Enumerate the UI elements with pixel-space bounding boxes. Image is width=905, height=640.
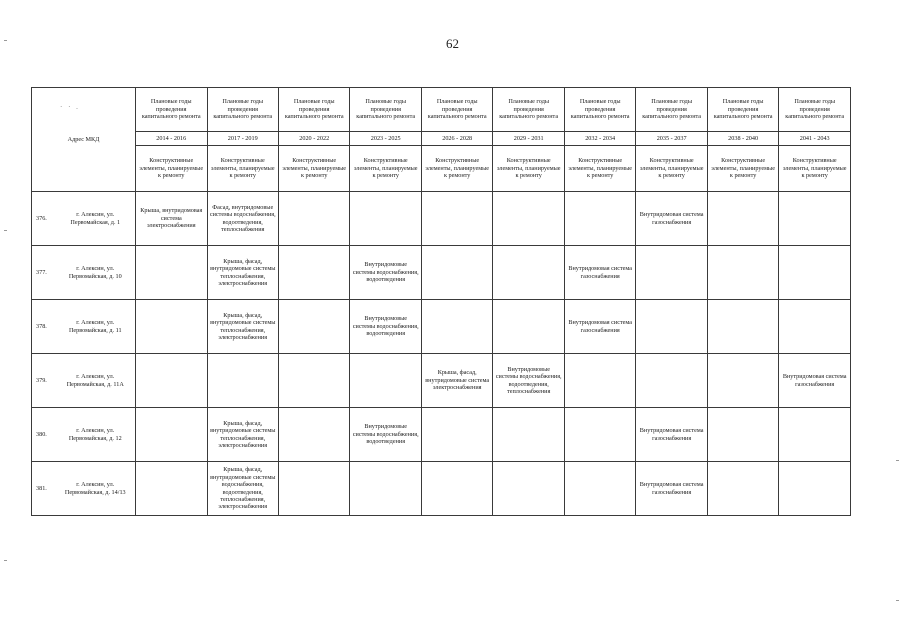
row-number: 380. <box>32 408 56 462</box>
header-address: Адрес МКД <box>32 88 136 192</box>
header-row-years <box>32 132 851 146</box>
repair-cell: Внутридомовые системы водоснабжения, водоотведения, теплоснабжения <box>493 354 564 408</box>
scan-artifact <box>4 230 7 231</box>
repair-cell <box>278 462 349 516</box>
table-row <box>32 462 851 516</box>
repair-cell <box>136 408 207 462</box>
header-elements-label: Конструктивные элементы, планируемые к ремонту <box>136 146 207 192</box>
row-address: г. Алексин, ул. Первомайская, д. 10 <box>56 246 136 300</box>
header-years-range: 2029 - 2031 <box>493 132 564 146</box>
repair-cell <box>493 408 564 462</box>
header-elements-label: Конструктивные элементы, планируемые к ремонту <box>636 146 707 192</box>
repair-cell <box>707 192 778 246</box>
scan-artifact <box>4 560 7 561</box>
scan-artifact <box>896 600 899 601</box>
repair-cell <box>493 246 564 300</box>
row-number: 379. <box>32 354 56 408</box>
header-elements-label: Конструктивные элементы, планируемые к ремонту <box>779 146 851 192</box>
repair-cell: Фасад, внутридомовые системы водоснабжения, водоотведения, теплоснабжения <box>207 192 278 246</box>
row-address: г. Алексин, ул. Первомайская, д. 12 <box>56 408 136 462</box>
repair-cell <box>350 192 421 246</box>
repair-cell <box>421 462 492 516</box>
repair-cell <box>564 192 635 246</box>
table-row <box>32 246 851 300</box>
page-number: 62 <box>446 36 459 51</box>
repair-cell: Внутридомовые системы водоснабжения, водоотведения <box>350 246 421 300</box>
table-body <box>32 192 851 516</box>
header-period-label: Плановые годы проведения капитального ремонта <box>350 88 421 132</box>
repair-cell <box>779 462 851 516</box>
header-years-range: 2032 - 2034 <box>564 132 635 146</box>
repair-cell <box>278 300 349 354</box>
repair-cell <box>779 300 851 354</box>
capital-repair-table <box>31 87 851 516</box>
header-period-label: Плановые годы проведения капитального ремонта <box>207 88 278 132</box>
repair-cell: Крыша, фасад, внутридомовые системы теплоснабжения, электроснабжения <box>207 246 278 300</box>
repair-cell <box>421 192 492 246</box>
repair-cell: Внутридомовая система газоснабжения <box>636 408 707 462</box>
table-row <box>32 408 851 462</box>
repair-cell <box>636 300 707 354</box>
header-years-range: 2026 - 2028 <box>421 132 492 146</box>
row-number: 376. <box>32 192 56 246</box>
repair-cell: Крыша, фасад, внутридомовые система электроснабжения <box>421 354 492 408</box>
repair-cell <box>707 246 778 300</box>
repair-cell: Крыша, внутридомовая система электроснабжения <box>136 192 207 246</box>
repair-cell <box>278 408 349 462</box>
header-period-label: Плановые годы проведения капитального ремонта <box>707 88 778 132</box>
header-elements-label: Конструктивные элементы, планируемые к ремонту <box>564 146 635 192</box>
repair-cell <box>493 462 564 516</box>
header-row-elements <box>32 146 851 192</box>
header-row-periods <box>32 88 851 132</box>
repair-cell: Крыша, фасад, внутридомовые системы водоснабжения, водоотведения, теплоснабжения, электроснабжения <box>207 462 278 516</box>
header-period-label: Плановые годы проведения капитального ремонта <box>421 88 492 132</box>
row-address: г. Алексин, ул. Первомайская, д. 11А <box>56 354 136 408</box>
header-period-label: Плановые годы проведения капитального ремонта <box>779 88 851 132</box>
repair-cell: Крыша, фасад, внутридомовые системы теплоснабжения, электроснабжения <box>207 300 278 354</box>
scan-artifact: · · . <box>60 103 80 111</box>
repair-cell <box>278 354 349 408</box>
header-elements-label: Конструктивные элементы, планируемые к ремонту <box>207 146 278 192</box>
repair-cell <box>421 408 492 462</box>
header-elements-label: Конструктивные элементы, планируемые к ремонту <box>350 146 421 192</box>
header-years-range: 2020 - 2022 <box>278 132 349 146</box>
repair-cell: Внутридомовая система газоснабжения <box>636 192 707 246</box>
repair-cell <box>707 462 778 516</box>
row-address: г. Алексин, ул. Первомайская, д. 14/13 <box>56 462 136 516</box>
repair-cell <box>207 354 278 408</box>
table-row <box>32 192 851 246</box>
repair-cell <box>278 192 349 246</box>
repair-cell <box>350 354 421 408</box>
repair-cell <box>278 246 349 300</box>
header-years-range: 2035 - 2037 <box>636 132 707 146</box>
repair-cell <box>421 246 492 300</box>
header-years-range: 2041 - 2043 <box>779 132 851 146</box>
header-elements-label: Конструктивные элементы, планируемые к ремонту <box>278 146 349 192</box>
repair-cell <box>493 300 564 354</box>
repair-cell <box>564 354 635 408</box>
repair-cell: Внутридомовая система газоснабжения <box>636 462 707 516</box>
scan-artifact <box>4 40 7 41</box>
repair-cell: Внутридомовая система газоснабжения <box>779 354 851 408</box>
repair-cell: Внутридомовая система газоснабжения <box>564 246 635 300</box>
header-elements-label: Конструктивные элементы, планируемые к ремонту <box>707 146 778 192</box>
repair-cell <box>707 354 778 408</box>
header-period-label: Плановые годы проведения капитального ремонта <box>493 88 564 132</box>
repair-cell <box>564 462 635 516</box>
header-period-label: Плановые годы проведения капитального ремонта <box>636 88 707 132</box>
repair-cell: Крыша, фасад, внутридомовые системы теплоснабжения, электроснабжения <box>207 408 278 462</box>
repair-cell <box>779 192 851 246</box>
row-number: 377. <box>32 246 56 300</box>
header-period-label: Плановые годы проведения капитального ремонта <box>136 88 207 132</box>
row-number: 378. <box>32 300 56 354</box>
scan-artifact <box>896 460 899 461</box>
header-years-range: 2038 - 2040 <box>707 132 778 146</box>
repair-cell <box>136 246 207 300</box>
repair-cell <box>636 246 707 300</box>
repair-cell <box>564 408 635 462</box>
row-address: г. Алексин, ул. Первомайская, д. 1 <box>56 192 136 246</box>
repair-cell <box>636 354 707 408</box>
repair-cell <box>779 246 851 300</box>
header-elements-label: Конструктивные элементы, планируемые к ремонту <box>421 146 492 192</box>
header-years-range: 2023 - 2025 <box>350 132 421 146</box>
header-elements-label: Конструктивные элементы, планируемые к ремонту <box>493 146 564 192</box>
row-number: 381. <box>32 462 56 516</box>
repair-cell: Внутридомовая система газоснабжения <box>564 300 635 354</box>
table-row <box>32 300 851 354</box>
repair-cell <box>421 300 492 354</box>
repair-cell <box>779 408 851 462</box>
repair-cell: Внутридомовые системы водоснабжения, водоотведения <box>350 408 421 462</box>
header-period-label: Плановые годы проведения капитального ремонта <box>278 88 349 132</box>
table-row <box>32 354 851 408</box>
repair-cell <box>136 354 207 408</box>
repair-cell <box>350 462 421 516</box>
header-years-range: 2014 - 2016 <box>136 132 207 146</box>
repair-cell <box>707 408 778 462</box>
row-address: г. Алексин, ул. Первомайская, д. 11 <box>56 300 136 354</box>
repair-cell <box>707 300 778 354</box>
repair-cell: Внутридомовые системы водоснабжения, водоотведения <box>350 300 421 354</box>
repair-cell <box>136 300 207 354</box>
header-period-label: Плановые годы проведения капитального ремонта <box>564 88 635 132</box>
repair-cell <box>136 462 207 516</box>
header-years-range: 2017 - 2019 <box>207 132 278 146</box>
repair-cell <box>493 192 564 246</box>
table-header <box>32 88 851 192</box>
